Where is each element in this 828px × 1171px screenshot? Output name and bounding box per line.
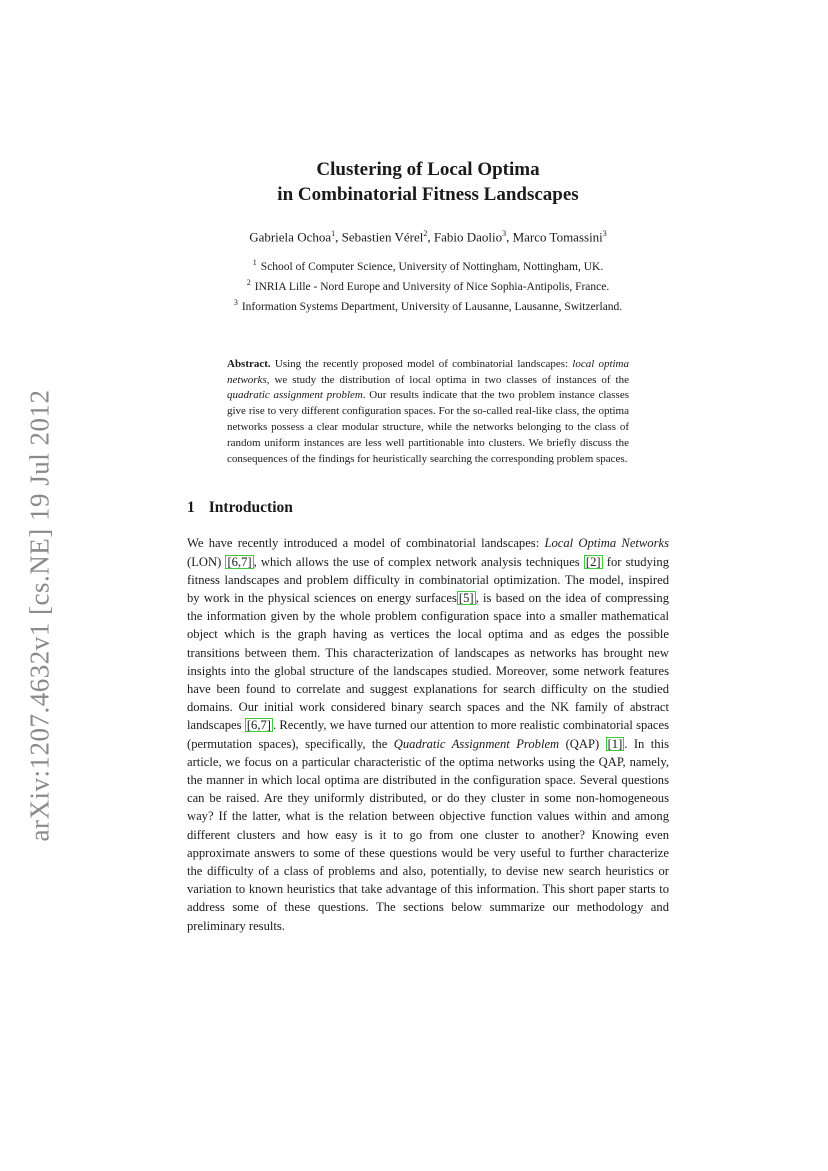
affiliation-text: School of Computer Science, University of Nottingham, Nottingham, UK. — [260, 261, 604, 274]
author-name: Gabriela Ochoa — [249, 229, 332, 245]
author-affiliation-mark: 3 — [502, 229, 507, 238]
intro-text: We have recently introduced a model of combinatorial landscapes: — [187, 536, 545, 551]
affiliation-text: INRIA Lille - Nord Europe and University of Nice Sophia-Antipolis, France. — [254, 280, 610, 293]
intro-text: (LON) — [187, 554, 226, 569]
introduction-paragraph — [187, 534, 669, 934]
citation-link[interactable]: [6,7] — [246, 718, 271, 733]
abstract-text: , we study the distribution of local optima in two classes of instances of the — [266, 373, 629, 386]
citation-link[interactable]: [6,7] — [227, 554, 252, 569]
author-affiliation-mark: 2 — [423, 229, 428, 238]
abstract-text: . Our results indicate that the two problem instance classes give rise to very different configuration spaces. For the so-called real-like class, the optima networks possess a clear modular structure, while the networks belonging to the class of random uniform instances are less well partitionable into clusters. We briefly discuss the consequences of the findings for heuristically searching the corresponding problem spaces. — [227, 389, 629, 465]
affiliation-line — [187, 255, 669, 275]
author-name: Sebastien Vérel — [341, 229, 424, 245]
section-title: Introduction — [208, 499, 293, 517]
author-name: Fabio Daolio — [433, 229, 503, 245]
intro-text: (QAP) — [559, 736, 606, 751]
arxiv-identifier-stamp — [20, 380, 60, 850]
intro-text: , is based on the idea of compressing the information given by the whole problem configuration space into a smaller mathematical object which is the graph having as vertices the local optima and as edges the possible transitions between them. This characterization of landscapes as networks has brought new insights into the global structure of the landscapes studied. Moreover, some network features have been found to correlate and suggest explanations for search difficulty on the studied domains. Our initial work considered binary search spaces and the NK family of abstract landscapes — [187, 591, 669, 733]
affiliation-line — [187, 295, 669, 315]
title-line-2: in Combinatorial Fitness Landscapes — [277, 184, 579, 205]
abstract — [227, 357, 629, 468]
affiliation-mark: 2 — [246, 278, 251, 288]
intro-italic-term: Local Optima Networks — [544, 536, 669, 551]
arxiv-identifier-text: arXiv:1207.4632v1 [cs.NE] 19 Jul 2012 — [24, 389, 55, 841]
citation-link[interactable]: [2] — [585, 554, 601, 569]
abstract-italic-term: local optima networks — [227, 357, 629, 386]
intro-italic-term: Quadratic Assignment Problem — [393, 736, 560, 751]
intro-text: for studying fitness landscapes and problem difficulty in combinatorial optimization. The model, inspired by work in the physical sciences on energy surfaces — [187, 554, 669, 605]
affiliation-mark: 1 — [252, 258, 257, 268]
section-heading-introduction — [187, 499, 669, 517]
affiliation-mark: 3 — [233, 297, 238, 307]
title-line-1: Clustering of Local Optima — [316, 159, 540, 180]
author-list — [187, 225, 669, 246]
citation-link[interactable]: [5] — [458, 591, 474, 605]
abstract-italic-term: quadratic assignment problem — [227, 389, 363, 402]
intro-text: , which allows the use of complex network analysis techniques — [253, 554, 584, 569]
section-number: 1 — [187, 499, 195, 517]
author-affiliation-mark: 1 — [331, 229, 336, 238]
author-name: Marco Tomassini — [512, 229, 603, 245]
abstract-text: Using the recently proposed model of combinatorial landscapes: — [270, 357, 573, 370]
citation-link[interactable]: [1] — [607, 736, 623, 751]
abstract-body — [227, 358, 629, 465]
author-separator: , — [335, 229, 342, 245]
paper-title — [187, 157, 669, 207]
author-separator: , — [506, 229, 513, 245]
abstract-label: Abstract. — [227, 357, 271, 370]
author-affiliation-mark: 3 — [602, 229, 607, 238]
author-separator: , — [427, 229, 434, 245]
affiliation-list — [187, 255, 669, 314]
intro-text: . In this article, we focus on a particular characteristic of the optima networks using the QAP, namely, the manner in which local optima are distributed in the configuration space. Several questions can be raised. Are they uniformly distributed, or do they cluster in some non-homogeneous way? If the latter, what is the relation between objective function values within and among different clusters and how easy is it to go from one cluster to another? Knowing even approximate answers to some of these questions would be very useful to further characterize the difficulty of a class of problems and also, potentially, to devise new search heuristics or variation to known heuristics that take advantage of this information. This short paper starts to address some of these questions. The sections below summarize our methodology and preliminary results. — [187, 736, 669, 933]
affiliation-line — [187, 275, 669, 295]
intro-text: . Recently, we have turned our attention to more realistic combinatorial spaces (permutation spaces), specifically, the — [187, 718, 669, 751]
affiliation-text: Information Systems Department, University of Lausanne, Lausanne, Switzerland. — [241, 300, 623, 313]
paper-page — [187, 157, 669, 947]
